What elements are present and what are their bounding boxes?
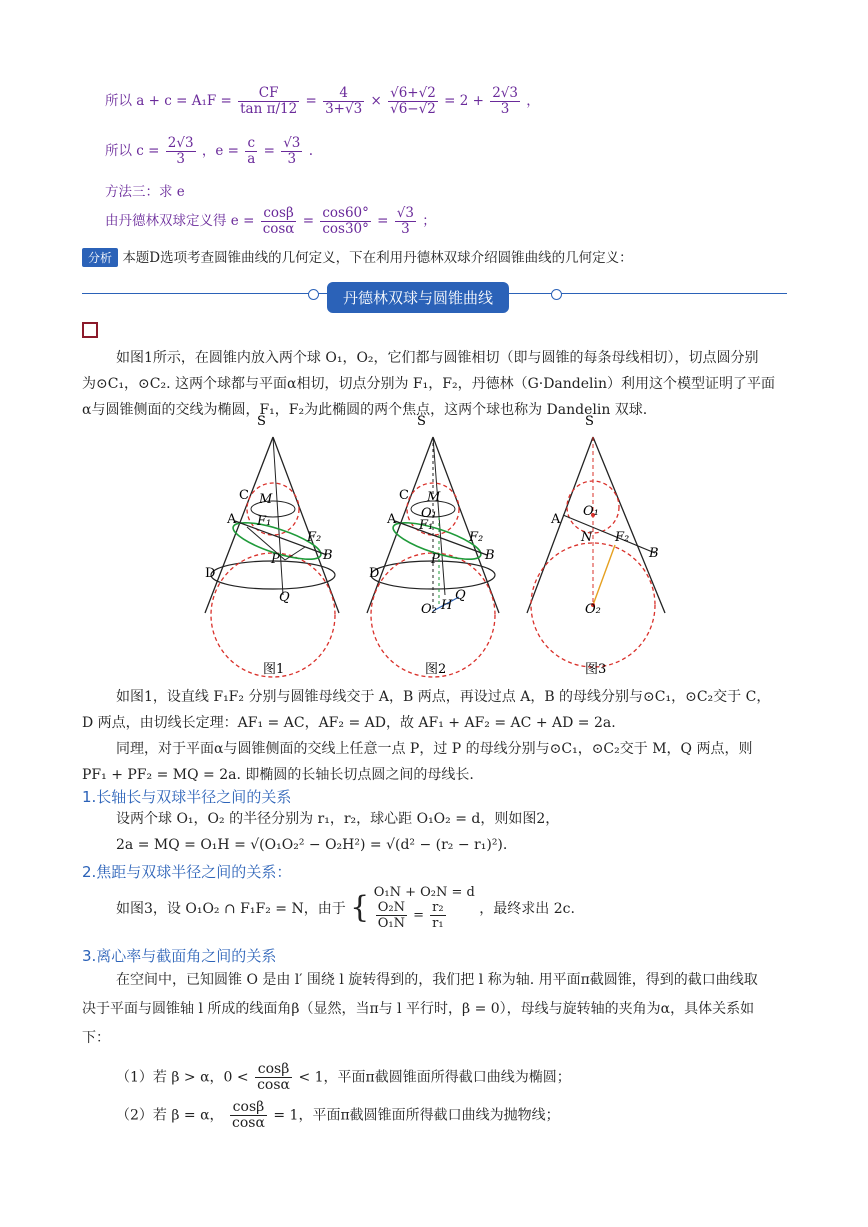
eq-text: 由丹德林双球定义得 e = — [105, 213, 255, 229]
frac-den: 3 — [500, 101, 510, 117]
section-2-body — [116, 885, 575, 931]
frac-den: r₁ — [432, 916, 444, 931]
case-text: = 1，平面π截圆锥面所得截口曲线为抛物线； — [273, 1107, 560, 1124]
label-Q: Q — [455, 588, 466, 603]
frac-num: √3 — [283, 135, 301, 151]
intro-paragraph — [82, 345, 792, 423]
frac-num: cos60° — [322, 205, 369, 221]
frac-num: cosβ — [255, 1062, 292, 1078]
sec3-line: 下： — [82, 1030, 110, 1046]
label-B: B — [649, 546, 659, 561]
intro-line: 为⊙C₁，⊙C₂. 这两个球都与平面α相切，切点分别为 F₁，F₂，丹德林（G·Dandelin）利用这个模型证明了平面 — [82, 376, 776, 392]
label-P: P — [431, 552, 440, 567]
label-O1: O₁ — [583, 504, 599, 519]
sec1-line: 设两个球 O₁，O₂ 的半径分别为 r₁，r₂，球心距 O₁O₂ = d，则如图2， — [116, 811, 560, 827]
fraction — [281, 136, 302, 167]
fig2-caption: 图2 — [425, 662, 447, 677]
fraction — [245, 136, 257, 167]
frac-num: cosβ — [261, 206, 297, 222]
para-line: PF₁ + PF₂ = MQ = 2a. 即椭圆的长轴长切点圆之间的母线长. — [82, 767, 474, 783]
case-text: < 1，平面π截圆锥面所得截口曲线为椭圆； — [298, 1069, 571, 1086]
section-1-body — [116, 806, 796, 858]
fig1-caption: 图1 — [263, 662, 285, 677]
frac-den: 3 — [401, 221, 410, 237]
frac-den: cosα — [262, 221, 295, 237]
rule-dot-left — [308, 289, 319, 300]
frac-den: O₁N — [377, 916, 405, 931]
frac-den: cosα — [257, 1077, 290, 1093]
fraction — [430, 900, 445, 931]
fraction — [255, 1062, 292, 1093]
equation-system — [374, 885, 475, 931]
frac-num: r₂ — [432, 900, 444, 915]
label-S: S — [257, 415, 266, 429]
label-C: C — [399, 488, 409, 503]
sec2-suffix: ，最终求出 2c. — [479, 901, 575, 917]
sec1-line: 2a = MQ = O₁H = √(O₁O₂² − O₂H²) = √(d² − (r₂ − r₁)²). — [116, 837, 508, 853]
intro-line: α与圆锥侧面的交线为椭圆，F₁，F₂为此椭圆的两个焦点，这两个球也称为 Dandelin 双球. — [82, 402, 648, 418]
frac-num: √3 — [396, 205, 414, 221]
frac-num: √6+√2 — [390, 85, 436, 101]
intro-line: 如图1所示，在圆锥内放入两个球 O₁，O₂，它们都与圆锥相切（即与圆锥的每条母线相切），切点圆分别 — [116, 350, 759, 366]
sec2-prefix: 如图3，设 O₁O₂ ∩ F₁F₂ = N，由于 — [116, 901, 346, 917]
section-2-heading: 2.焦距与双球半径之间的关系： — [82, 863, 292, 881]
eq-text: = — [413, 908, 424, 923]
label-O2: O₂ — [421, 602, 437, 617]
eq-text: 所以 a + c = A₁F = — [105, 93, 232, 109]
analysis-text: 本题D选项考查圆锥曲线的几何定义，下在利用丹德林双球介绍圆锥曲线的几何定义： — [122, 250, 633, 266]
frac-den: a — [247, 151, 256, 167]
label-A: A — [387, 512, 397, 527]
frac-num: cosβ — [230, 1100, 267, 1116]
label-D: D — [369, 566, 380, 581]
sec3-line: 在空间中，已知圆锥 O 是由 l′ 围绕 l 旋转得到的，我们把 l 称为轴. 用平面π截圆锥，得到的截口曲线取 — [116, 972, 758, 988]
label-M: M — [259, 492, 273, 507]
case-1 — [116, 1062, 571, 1093]
frac-num: c — [245, 136, 257, 152]
label-Q: Q — [279, 590, 290, 605]
solution-line-4 — [105, 206, 436, 237]
para-line: 同理，对于平面α与圆锥侧面的交线上任意一点 P，过 P 的母线分别与⊙C₁，⊙C₂交于 M，Q 两点，则 — [116, 741, 753, 757]
figure-3 — [527, 415, 665, 677]
figure-1 — [205, 415, 339, 677]
case-2 — [116, 1100, 560, 1131]
frac-num: CF — [238, 86, 299, 102]
eq-text: = — [305, 93, 317, 109]
section-3-body — [82, 966, 792, 1053]
fraction — [490, 86, 520, 117]
label-N: N — [581, 530, 593, 545]
frac-den: tan π/12 — [240, 101, 298, 117]
label-A: A — [551, 512, 561, 527]
fraction — [166, 136, 196, 167]
left-brace: { — [350, 890, 370, 925]
eq-text: ， — [526, 93, 540, 109]
label-F1: F₁ — [419, 518, 434, 533]
label-S: S — [585, 415, 594, 429]
eq-text: = — [302, 213, 315, 229]
frac-den: cos30° — [322, 221, 369, 237]
fraction — [376, 900, 407, 931]
fraction — [230, 1100, 267, 1131]
label-A: A — [227, 512, 237, 527]
eq-text: . — [308, 143, 313, 159]
label-B: B — [323, 548, 333, 563]
system-line-2 — [374, 900, 475, 931]
frac-den: cosα — [232, 1115, 265, 1131]
frac-den: 3 — [176, 151, 185, 167]
fraction — [323, 86, 364, 117]
eq-text: 所以 c = — [105, 143, 160, 159]
para-line: D 两点，由切线长定理：AF₁ = AC，AF₂ = AD，故 AF₁ + AF₂ = AC + AD = 2a. — [82, 715, 616, 731]
label-H: H — [441, 598, 453, 613]
section-title: 丹德林双球与圆锥曲线 — [327, 282, 509, 313]
label-P: P — [271, 552, 280, 567]
label-M: M — [427, 490, 441, 505]
eq-text: × — [370, 93, 382, 109]
para-line: 如图1，设直线 F₁F₂ 分别与圆锥母线交于 A，B 两点，再设过点 A，B 的母线分别与⊙C₁，⊙C₂交于 C， — [116, 689, 771, 705]
eq-text: ； — [422, 213, 436, 229]
frac-num: 2√3 — [492, 85, 518, 101]
solution-line-2 — [105, 136, 313, 167]
frac-num: 4 — [323, 86, 364, 102]
case-text: （2）若 β = α， — [116, 1107, 224, 1124]
fraction — [261, 206, 297, 237]
sec3-line: 决于平面与圆锥轴 l 所成的线面角β（显然，当π与 l 平行时，β = 0），母线与旋转轴的夹角为α，具体关系如 — [82, 1001, 755, 1017]
fraction — [388, 86, 438, 117]
frac-den: √6−√2 — [390, 101, 436, 117]
label-D: D — [205, 566, 216, 581]
fig3-caption: 图3 — [585, 662, 607, 677]
explanation-paragraph — [82, 684, 792, 788]
rule-dot-right — [551, 289, 562, 300]
label-F2: F₂ — [615, 530, 630, 545]
frac-num: 2√3 — [167, 135, 194, 151]
label-F2: F₂ — [469, 530, 484, 545]
checkbox-icon — [82, 322, 98, 338]
label-O1: O₁ — [421, 506, 437, 521]
fraction — [320, 206, 371, 237]
eq-text: = — [263, 143, 275, 159]
case-text: （1）若 β > α，0 < — [116, 1069, 249, 1086]
fraction — [238, 86, 299, 117]
analysis-row — [82, 246, 633, 267]
fraction — [395, 206, 416, 237]
section-1-heading: 1.长轴长与双球半径之间的关系 — [82, 788, 292, 806]
figure-2 — [367, 415, 499, 677]
eq-text: = — [377, 213, 389, 229]
analysis-tag: 分析 — [82, 248, 118, 267]
label-F1: F₁ — [257, 514, 272, 529]
method-three: 方法三：求 e — [105, 184, 185, 200]
section-3-heading: 3.离心率与截面角之间的关系 — [82, 947, 277, 965]
solution-line-1 — [105, 86, 540, 117]
label-S: S — [417, 415, 426, 429]
label-O2: O₂ — [585, 602, 601, 617]
dandelin-figures — [195, 415, 675, 685]
system-line-1: O₁N + O₂N = d — [373, 885, 475, 900]
eq-text: = 2 + — [444, 93, 484, 109]
frac-den: 3 — [287, 151, 297, 167]
label-C: C — [239, 488, 249, 503]
label-B: B — [485, 548, 495, 563]
eq-text: ，e = — [201, 143, 239, 159]
label-F2: F₂ — [307, 530, 322, 545]
frac-den: 3+√3 — [325, 101, 363, 117]
frac-num: O₂N — [377, 900, 405, 915]
